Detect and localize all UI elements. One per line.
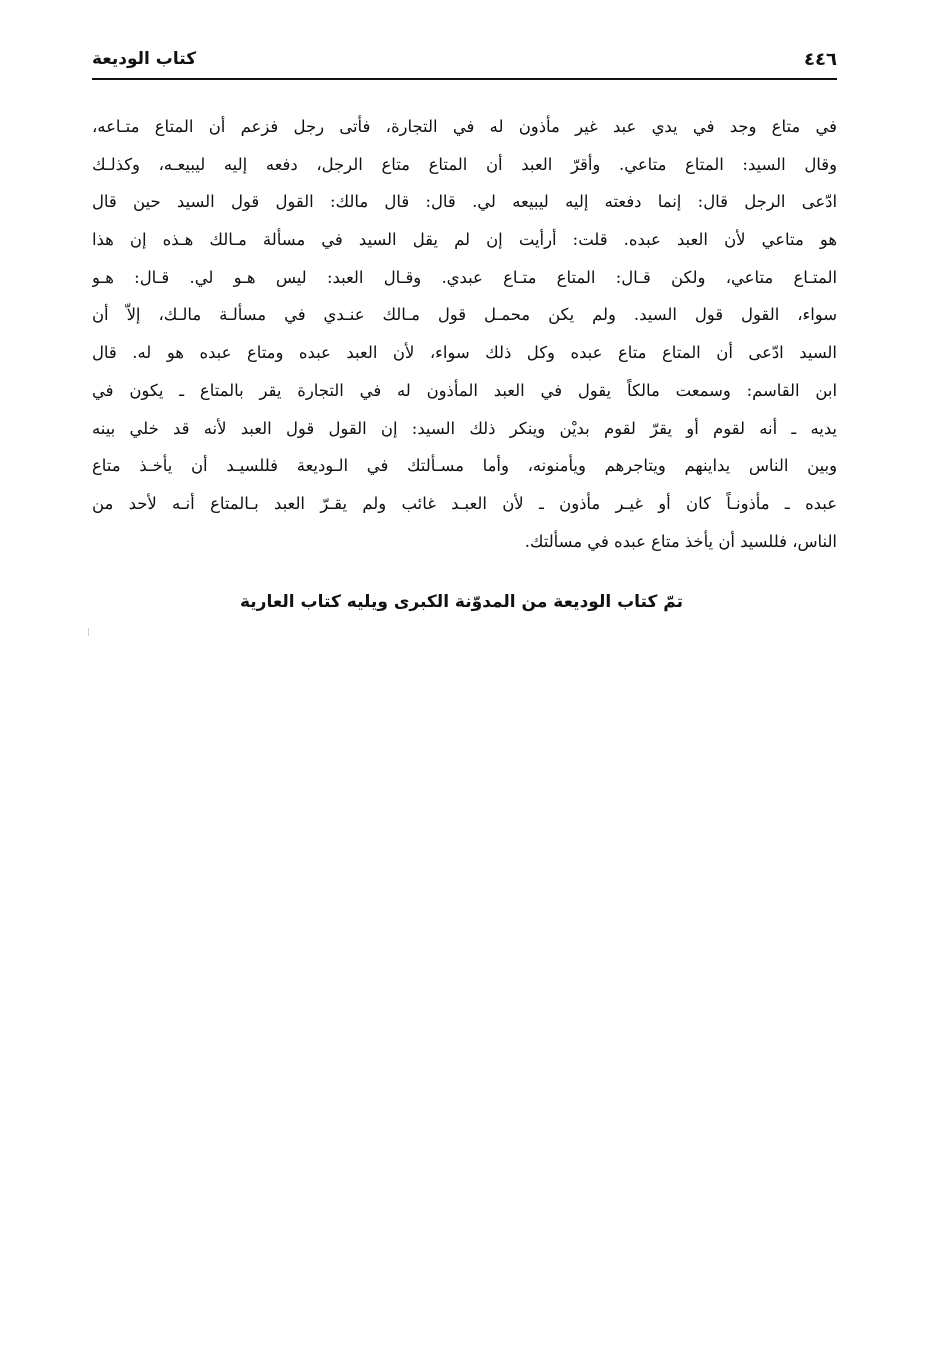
text-line: وقال السيد: المتاع متاعي. وأقرّ العبد أن المتاع متاع الرجل، دفعه إليه ليبيعـه، وكذلـك (92, 154, 837, 174)
text-line: الناس، فللسيد أن يأخذ متاع عبده في مسألتك. (524, 531, 837, 551)
page-number: ٤٤٦ (804, 49, 837, 70)
text-line: يديه ـ أنه لقوم أو يقرّ لقوم بديْن وينكر ذلك السيد: إن القول قول العبد لأنه قد خلي بينه (92, 418, 837, 438)
text-line: سواء، القول قول السيد. ولم يكن محمـل قول مـالك عنـدي في مسألـة مالـك، إلاّ أن (92, 305, 837, 325)
text-line: في متاع وجد في يدي عبد غير مأذون له في التجارة، فأتى رجل فزعم أن المتاع متـاعه، (92, 117, 837, 136)
book-title: كتاب الوديعة (92, 49, 197, 69)
text-line: المتـاع متاعي، ولكن قـال: المتاع متـاع عبدي. وقـال العبد: ليس هـو لي. قـال: هـو (92, 267, 837, 287)
text-line: السيد ادّعى أن المتاع متاع عبده وكل ذلك سواء، لأن العبد عبده ومتاع عبده هو له. قال (92, 343, 837, 363)
scan-mark (88, 628, 89, 636)
colophon: تمّ كتاب الوديعة من المدوّنة الكبرى ويليه كتاب العارية (239, 592, 684, 612)
text-line: هو متاعي لأن العبد عبده. قلت: أرأيت إن لم يقل السيد في مسألة مـالك هـذه إن هذا (92, 230, 837, 250)
body-text (92, 108, 837, 560)
text-line: ابن القاسم: وسمعت مالكاً يقول في العبد المأذون له في التجارة يقر بالمتاع ـ يكون في (92, 380, 837, 400)
text-line: ادّعى الرجل قال: إنما دفعته إليه ليبيعه لي. قال: قال مالك: القول قول السيد حين قال (92, 192, 837, 212)
running-header (92, 48, 837, 80)
text-line: وبين الناس يداينهم ويتاجرهم ويأمنونه، وأما مسـألتك في الـوديعة فللسيـد أن يأخـذ متاع (92, 456, 837, 476)
text-line: عبده ـ مأذونـاً كان أو غيـر مأذون ـ لأن العبـد غائب ولم يقـرّ العبد بـالمتاع أنـه لأحد من (92, 493, 837, 513)
